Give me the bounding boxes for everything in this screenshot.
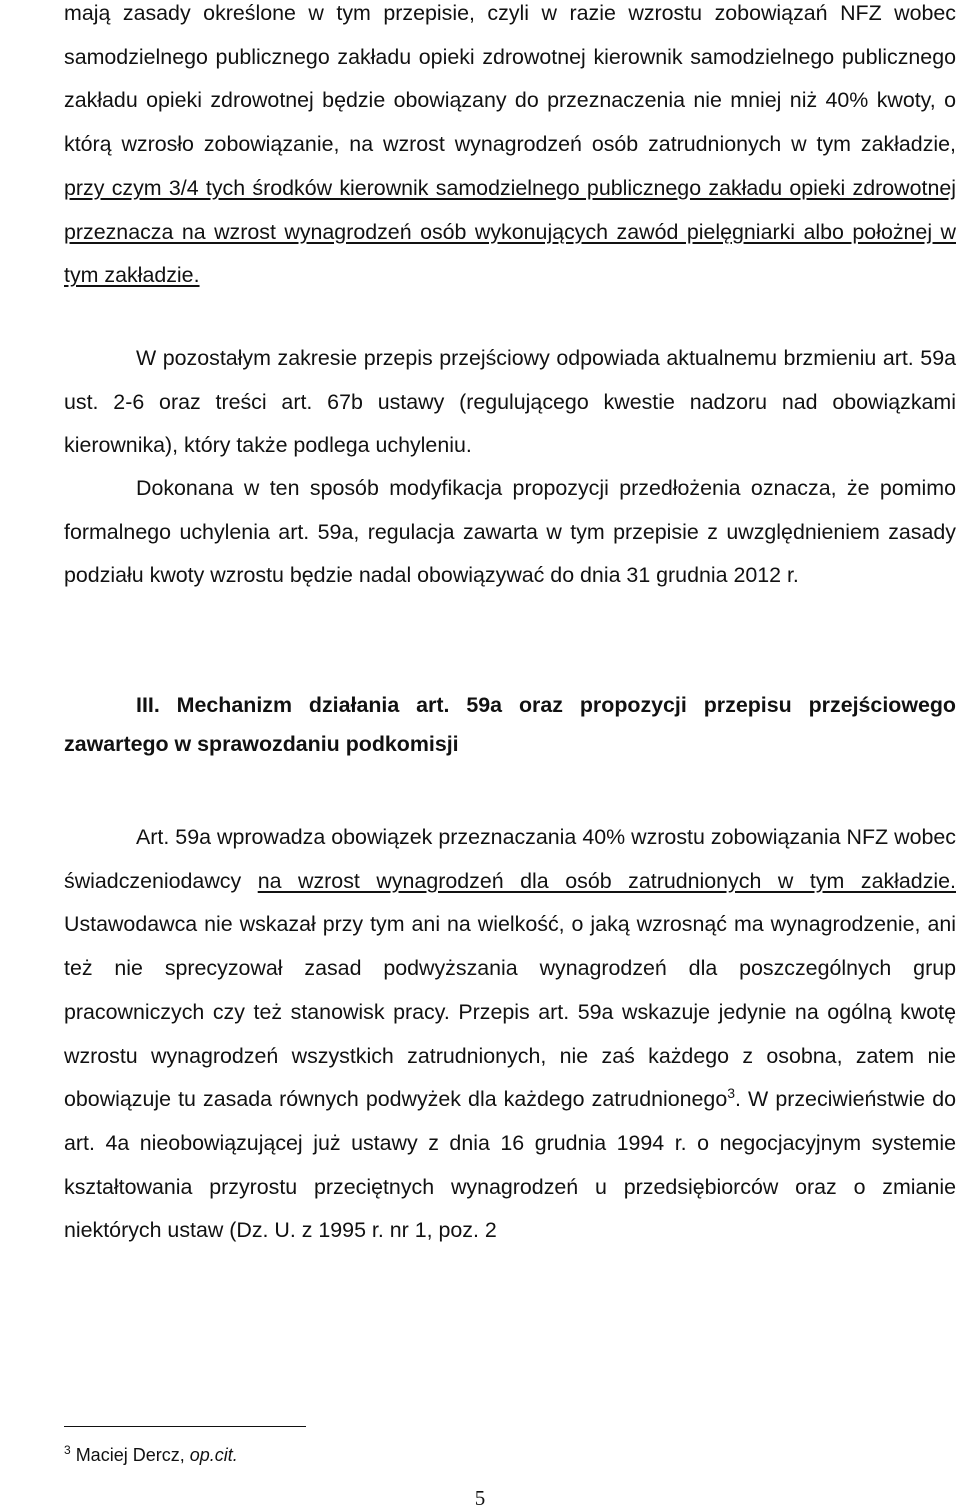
paragraph-1-text: mają zasady określone w tym przepisie, czyli w razie wzrostu zobowiązań NFZ wobec samodzielnego publicznego zakładu opieki zdrowotnej kierownik samodzielnego publicznego zakładu opieki zdrowotnej będzie obowiązany do przeznaczenia nie mniej niż 40% kwoty, o którą wzrosło zobowiązanie, na wzrost wynagrodzeń osób zatrudnionych w tym zakładzie, [64, 1, 956, 157]
footnote-italic-text: op.cit. [189, 1445, 238, 1465]
paragraph-4-text-middle: Ustawodawca nie wskazał przy tym ani na wielkość, o jaką wzrosnąć ma wynagrodzenie, ani też nie sprecyzował zasad podwyższania wynagrodzeń dla poszczególnych grup pracowniczych czy też stanowisk pracy. Przepis art. 59a wskazuje jedynie na ogólną kwotę wzrostu wynagrodzeń wszystkich zatrudnionych, nie zaś każdego z osobna, zatem nie obowiązuje tu zasada równych podwyżek dla każdego zatrudnionego [64, 912, 956, 1112]
footnote-divider [64, 1426, 306, 1427]
paragraph-2-text: W pozostałym zakresie przepis przejściowy odpowiada aktualnemu brzmieniu art. 59a ust. 2-6 oraz treści art. 67b ustawy (regulującego kwestie nadzoru nad obowiązkami kierownika), który także podlega uchyleniu. [64, 346, 956, 458]
paragraph-4-text-end: . W przeciwieństwie do art. 4a nieobowiązującej już ustawy z dnia 16 grudnia 1994 r. o negocjacyjnym systemie kształtowania przyrostu przeciętnych wynagrodzeń u przedsiębiorców oraz o zmianie niektórych ustaw (Dz. U. z 1995 r. nr 1, poz. 2 [64, 1087, 957, 1243]
paragraph-2 [64, 337, 956, 468]
paragraph-4-text-start: Art. 59a wprowadza obowiązek przeznaczania 40% wzrostu zobowiązania NFZ wobec świadczeniodawcy [64, 825, 956, 893]
footnote [64, 1443, 664, 1467]
section-heading-text: III. Mechanizm działania art. 59a oraz propozycji przepisu przejściowego zawartego w sprawozdaniu podkomisji [64, 693, 956, 756]
paragraph-3 [64, 467, 956, 598]
footnote-reference[interactable]: 3 [727, 1085, 736, 1102]
paragraph-4 [64, 816, 956, 1253]
paragraph-1 [64, 0, 956, 298]
paragraph-3-text: Dokonana w ten sposób modyfikacja propozycji przedłożenia oznacza, że pomimo formalnego uchylenia art. 59a, regulacja zawarta w tym przepisie z uwzględnieniem zasady podziału kwoty wzrostu będzie nadal obowiązywać do dnia 31 grudnia 2012 r. [64, 476, 956, 588]
footnote-number: 3 [64, 1443, 71, 1457]
paragraph-4-underlined-text: na wzrost wynagrodzeń dla osób zatrudnionych w tym zakładzie. [257, 868, 956, 893]
section-heading [64, 686, 956, 764]
page-number: 5 [474, 1486, 486, 1510]
footnote-text: Maciej Dercz, [70, 1445, 190, 1465]
paragraph-1-underlined-text: przy czym 3/4 tych środków kierownik samodzielnego publicznego zakładu opieki zdrowotnej przeznacza na wzrost wynagrodzeń osób wykonujących zawód pielęgniarki albo położnej w tym zakładzie. [64, 175, 956, 288]
